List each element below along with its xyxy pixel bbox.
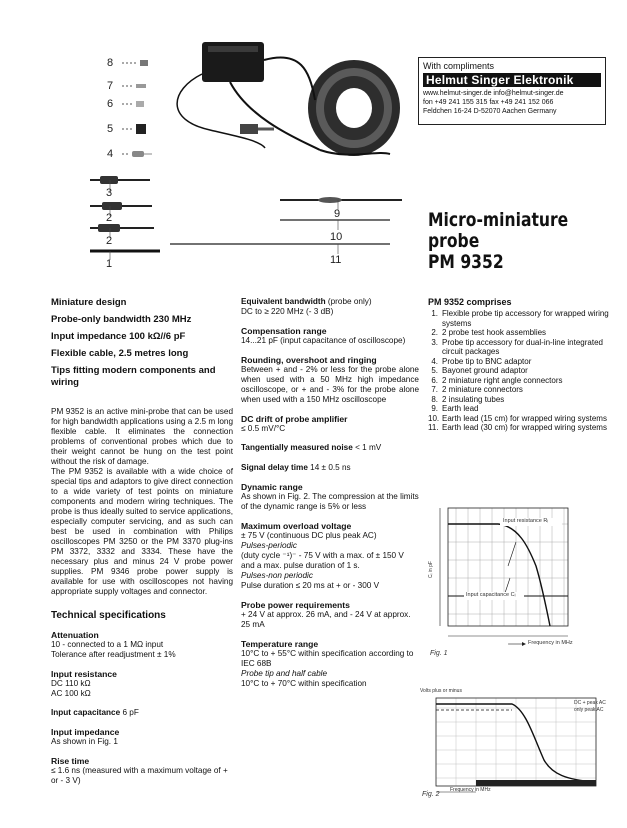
dc-drift-heading: DC drift of probe amplifier [241,414,348,424]
part-number-5: 5 [107,123,114,135]
list-item: 6. 2 miniature right angle connectors [431,375,563,385]
figure-2 [416,688,616,800]
bandwidth-row [241,297,419,307]
rise-time-value: ≤ 1.6 ns (measured with a maximum voltage of + or - 3 V) [51,766,228,785]
input-capacitance-heading: Input capacitance [51,708,121,717]
product-title [428,210,568,273]
input-resistance-heading: Input resistance [51,669,117,679]
part-number-4: 4 [107,148,114,160]
attenuation-heading: Attenuation [51,630,99,640]
part-number-3: 3 [106,187,113,199]
part-number-11: 11 [330,254,342,266]
product-photo [90,30,420,275]
feature-1: Miniature design [51,297,127,308]
input-impedance-value: As shown in Fig. 1 [51,737,118,746]
overload-value-5: Pulse duration ≤ 20 ms at + or - 300 V [241,581,380,590]
column-comprises [428,297,612,433]
fig1-curve-label-2: Input capacitance Cᵢ [466,592,516,598]
title-line-2: probe [428,230,480,252]
stamp-lead: With compliments [423,61,495,71]
part-number-8: 8 [107,57,114,69]
list-item: 2. 2 probe test hook assemblies [431,328,547,337]
input-capacitance-row [51,708,233,718]
title-line-3: PM 9352 [428,251,504,273]
compensation-heading: Compensation range [241,326,327,336]
title-line-1: Micro-miniature [428,209,569,231]
part-number-6: 6 [107,98,114,110]
noise-row [241,443,419,453]
bandwidth-value: DC to ≥ 220 MHz (- 3 dB) [241,307,334,316]
bandwidth-heading-note: (probe only) [327,297,372,306]
rounding-value: Between + and - 2% or less for the probe alone when used with a 50 MHz high impedance oscilloscope, or + and - 3% for the probe alone when used with a 150 MHz oscilloscope [241,365,419,404]
part-number-2a: 2 [106,212,113,224]
compensation-value: 14...21 pF (input capacitance of oscilloscope) [241,336,406,345]
fig1-y-axis-label: Cᵢ in pF [428,561,434,578]
comprises-heading: PM 9352 comprises [428,297,512,307]
list-item: 10. Earth lead (15 cm) for wrapped wiring systems [428,413,607,423]
part-number-1: 1 [106,258,113,270]
list-item: 5. Bayonet ground adaptor [431,366,528,375]
temperature-value-2: Probe tip and half cable [241,669,328,678]
list-item: 7. 2 miniature connectors [431,385,523,394]
overload-value-4: Pulses-non periodic [241,571,313,580]
overload-value-1: ± 75 V (continuous DC plus peak AC) [241,531,377,540]
stamp-company: Helmut Singer Elektronik [423,73,601,87]
bandwidth-heading: Equivalent bandwidth [241,297,326,306]
attenuation-value-1: 10 - connected to a 1 MΩ input [51,640,164,649]
fig2-caption: Fig. 2 [422,791,440,798]
input-resistance-ac: AC 100 kΩ [51,689,91,698]
figure-1 [428,486,608,662]
noise-heading: Tangentially measured noise [241,443,353,452]
list-item: 3. Probe tip accessory for dual-in-line integrated circuit packages [431,337,603,356]
description-para-2: The PM 9352 is available with a wide choice of special tips and adaptors to give direct connection to a wide variety of test points on miniature components and modern wiring techniques. The probe is thus ideally suited to service applications, especially computer servicing, and as such can best be used in combination with Philips oscilloscopes PM 3250 or the PM 3370 plug-ins PM 3372, 3332 and 3334. These have the necessary plus and minus 24 V probe power supplies. PM 9346 probe power supply is available for use with oscilloscopes not having appropriate supply voltages and connector. [51,467,233,596]
delay-row [241,463,419,473]
column-specs [241,297,419,689]
feature-5: Tips fitting modern components and wiring [51,365,216,388]
feature-3: Input impedance 100 kΩ//6 pF [51,331,186,342]
noise-value: < 1 mV [355,443,382,452]
feature-4: Flexible cable, 2.5 metres long [51,348,189,359]
list-item: 8. 2 insulating tubes [431,394,505,404]
fig1-caption: Fig. 1 [430,650,448,657]
fig2-y-axis-label: Volts plus or minus [420,688,462,694]
stamp-phone: fon +49 241 155 315 fax +49 241 152 066 [423,99,554,106]
part-number-2b: 2 [106,235,113,247]
input-impedance-heading: Input impedance [51,727,120,737]
temperature-value-3: 10°C to + 70°C within specification [241,679,367,688]
fig2-legend-1: DC + peak AC [574,700,606,706]
stamp-web: www.helmut-singer.de info@helmut-singer.de [423,90,564,97]
list-item: 9. Earth lead [431,404,479,413]
power-heading: Probe power requirements [241,600,350,610]
fig1-x-axis-label: Frequency in MHz [528,640,573,646]
power-value: + 24 V at approx. 26 mA, and - 24 V at approx. 25 mA [241,610,411,629]
description-para-1: PM 9352 is an active mini-probe that can be used for high bandwidth applications using a 2.5 m long flexible cable. It eliminates the connection problems of conventional probes which due to their weight cannot be hung on the test point without the risk of damage. [51,407,233,466]
temperature-heading: Temperature range [241,639,319,649]
column-features [51,297,233,786]
rise-time-heading: Rise time [51,756,90,766]
fig2-x-axis-label: Frequency in MHz [450,787,491,793]
fig2-legend-2: only peak AC [574,707,604,713]
input-resistance-dc: DC 110 kΩ [51,679,91,688]
stamp-address: Feldchen 16-24 D-52070 Aachen Germany [423,108,557,115]
fig1-curve-label-1: Input resistance Rᵢ [503,518,549,524]
dynamic-range-value: As shown in Fig. 2. The compression at the limits of the dynamic range is 5% or less [241,492,419,511]
temperature-value-1: 10°C to + 55°C within specification according to IEC 68B [241,649,414,668]
list-item: 1. Flexible probe tip accessory for wrapped wiring systems [431,309,609,328]
input-capacitance-value: 6 pF [122,708,139,717]
list-item: 11. Earth lead (30 cm) for wrapped wiring systems [428,423,607,432]
probe-accessories-illustration [90,30,420,275]
part-number-9: 9 [334,208,341,220]
overload-value-2: Pulses-periodic [241,541,297,550]
overload-value-3: (duty cycle ⁻¹)⁻ - 75 V with a max. of ± 150 V and a max. pulse duration of 1 s. [241,551,404,570]
dc-drift-value: ≤ 0.5 mV/°C [241,424,286,433]
rounding-heading: Rounding, overshoot and ringing [241,355,377,365]
list-item: 4. Probe tip to BNC adaptor [431,356,532,366]
comprises-list [428,309,612,433]
overload-heading: Maximum overload voltage [241,521,352,531]
dynamic-range-heading: Dynamic range [241,482,303,492]
part-number-7: 7 [107,80,114,92]
figure-1-graph [428,486,608,662]
delay-heading: Signal delay time [241,463,308,472]
delay-value: 14 ± 0.5 ns [310,463,351,472]
feature-2: Probe-only bandwidth 230 MHz [51,314,192,325]
part-number-10: 10 [330,231,343,243]
compliments-stamp [418,57,606,125]
tech-spec-heading: Technical specifications [51,610,166,621]
attenuation-value-2: Tolerance after readjustment ± 1% [51,650,176,659]
